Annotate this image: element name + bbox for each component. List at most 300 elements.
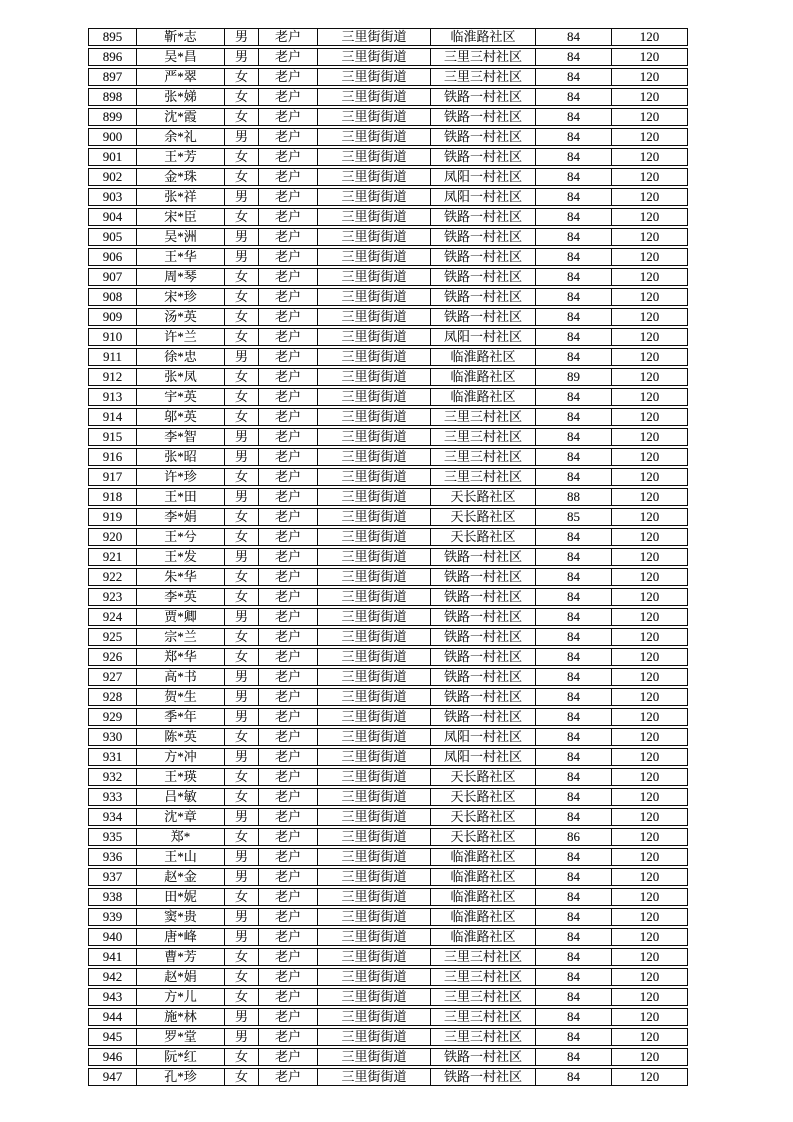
cell-serial-number: 918 [88,488,136,506]
cell-community: 铁路一村社区 [430,88,535,106]
cell-value-b: 120 [611,228,688,246]
cell-name: 张*娣 [136,88,224,106]
cell-household-type: 老户 [258,68,317,86]
table-row [88,768,688,786]
cell-value-a: 89 [535,368,611,386]
cell-gender: 男 [224,28,258,46]
cell-value-a: 84 [535,108,611,126]
cell-value-a: 84 [535,688,611,706]
cell-household-type: 老户 [258,468,317,486]
cell-serial-number: 917 [88,468,136,486]
table-row [88,68,688,86]
cell-household-type: 老户 [258,588,317,606]
cell-value-b: 120 [611,748,688,766]
cell-gender: 女 [224,628,258,646]
cell-value-b: 120 [611,108,688,126]
cell-gender: 男 [224,908,258,926]
cell-value-b: 120 [611,688,688,706]
table-row [88,428,688,446]
cell-street: 三里街街道 [317,588,430,606]
cell-gender: 女 [224,408,258,426]
cell-value-a: 84 [535,128,611,146]
cell-name: 宋*臣 [136,208,224,226]
table-row [88,968,688,986]
cell-name: 贾*卿 [136,608,224,626]
table-row [88,1028,688,1046]
cell-gender: 女 [224,368,258,386]
cell-value-b: 120 [611,448,688,466]
cell-serial-number: 895 [88,28,136,46]
table-row [88,788,688,806]
cell-household-type: 老户 [258,728,317,746]
cell-household-type: 老户 [258,928,317,946]
cell-community: 临淮路社区 [430,348,535,366]
cell-gender: 男 [224,928,258,946]
cell-serial-number: 920 [88,528,136,546]
table-row [88,588,688,606]
cell-value-a: 84 [535,708,611,726]
cell-street: 三里街街道 [317,1048,430,1066]
cell-value-b: 120 [611,848,688,866]
cell-community: 铁路一村社区 [430,628,535,646]
cell-street: 三里街街道 [317,68,430,86]
cell-serial-number: 926 [88,648,136,666]
cell-gender: 女 [224,948,258,966]
table-row [88,728,688,746]
cell-value-b: 120 [611,468,688,486]
table-row [88,488,688,506]
cell-serial-number: 896 [88,48,136,66]
cell-value-b: 120 [611,348,688,366]
cell-community: 铁路一村社区 [430,668,535,686]
table-row [88,308,688,326]
cell-name: 张*祥 [136,188,224,206]
cell-street: 三里街街道 [317,88,430,106]
cell-serial-number: 916 [88,448,136,466]
table-row [88,708,688,726]
table-row [88,648,688,666]
cell-household-type: 老户 [258,1008,317,1026]
cell-household-type: 老户 [258,488,317,506]
table-row [88,668,688,686]
cell-street: 三里街街道 [317,408,430,426]
cell-value-b: 120 [611,288,688,306]
cell-name: 窦*贵 [136,908,224,926]
cell-community: 临淮路社区 [430,928,535,946]
table-row [88,948,688,966]
cell-street: 三里街街道 [317,288,430,306]
cell-serial-number: 902 [88,168,136,186]
cell-gender: 女 [224,828,258,846]
cell-household-type: 老户 [258,268,317,286]
table-row [88,408,688,426]
table-row [88,688,688,706]
cell-household-type: 老户 [258,348,317,366]
cell-name: 金*珠 [136,168,224,186]
cell-name: 严*翠 [136,68,224,86]
cell-household-type: 老户 [258,208,317,226]
cell-street: 三里街街道 [317,608,430,626]
table-row [88,268,688,286]
cell-gender: 男 [224,808,258,826]
cell-gender: 男 [224,748,258,766]
cell-name: 邬*英 [136,408,224,426]
cell-gender: 男 [224,1008,258,1026]
cell-name: 张*凤 [136,368,224,386]
cell-street: 三里街街道 [317,348,430,366]
cell-community: 临淮路社区 [430,848,535,866]
cell-gender: 男 [224,548,258,566]
cell-community: 铁路一村社区 [430,288,535,306]
cell-value-b: 120 [611,888,688,906]
cell-street: 三里街街道 [317,848,430,866]
cell-street: 三里街街道 [317,448,430,466]
cell-community: 铁路一村社区 [430,1068,535,1086]
cell-community: 三里三村社区 [430,948,535,966]
cell-value-a: 84 [535,148,611,166]
table-row [88,188,688,206]
cell-serial-number: 906 [88,248,136,266]
cell-gender: 女 [224,588,258,606]
cell-community: 临淮路社区 [430,868,535,886]
cell-name: 许*兰 [136,328,224,346]
cell-value-b: 120 [611,568,688,586]
cell-community: 凤阳一村社区 [430,168,535,186]
cell-serial-number: 910 [88,328,136,346]
cell-community: 临淮路社区 [430,368,535,386]
cell-household-type: 老户 [258,988,317,1006]
cell-name: 孔*珍 [136,1068,224,1086]
cell-street: 三里街街道 [317,1068,430,1086]
table-row [88,828,688,846]
cell-value-a: 84 [535,408,611,426]
table-row [88,988,688,1006]
cell-community: 三里三村社区 [430,968,535,986]
table-row [88,368,688,386]
cell-value-a: 84 [535,328,611,346]
cell-household-type: 老户 [258,508,317,526]
cell-value-b: 120 [611,788,688,806]
cell-name: 王*华 [136,248,224,266]
cell-street: 三里街街道 [317,508,430,526]
table-row [88,328,688,346]
cell-value-a: 84 [535,68,611,86]
cell-value-a: 84 [535,808,611,826]
cell-value-a: 84 [535,468,611,486]
cell-community: 三里三村社区 [430,428,535,446]
cell-value-b: 120 [611,608,688,626]
cell-community: 凤阳一村社区 [430,748,535,766]
table-row [88,1048,688,1066]
cell-name: 朱*华 [136,568,224,586]
cell-street: 三里街街道 [317,1008,430,1026]
cell-value-b: 120 [611,28,688,46]
cell-value-a: 84 [535,308,611,326]
cell-street: 三里街街道 [317,268,430,286]
table-row [88,448,688,466]
cell-gender: 女 [224,88,258,106]
cell-name: 吴*洲 [136,228,224,246]
cell-name: 汤*英 [136,308,224,326]
cell-household-type: 老户 [258,828,317,846]
cell-serial-number: 900 [88,128,136,146]
cell-gender: 女 [224,328,258,346]
cell-community: 天长路社区 [430,828,535,846]
cell-name: 周*琴 [136,268,224,286]
cell-gender: 女 [224,988,258,1006]
cell-street: 三里街街道 [317,868,430,886]
cell-community: 铁路一村社区 [430,688,535,706]
cell-community: 天长路社区 [430,808,535,826]
cell-name: 罗*堂 [136,1028,224,1046]
cell-name: 王*瑛 [136,768,224,786]
cell-value-b: 120 [611,208,688,226]
cell-value-b: 120 [611,388,688,406]
cell-value-b: 120 [611,508,688,526]
cell-street: 三里街街道 [317,828,430,846]
cell-street: 三里街街道 [317,808,430,826]
cell-community: 天长路社区 [430,508,535,526]
cell-serial-number: 943 [88,988,136,1006]
cell-household-type: 老户 [258,808,317,826]
cell-serial-number: 924 [88,608,136,626]
cell-community: 铁路一村社区 [430,148,535,166]
cell-name: 沈*章 [136,808,224,826]
cell-household-type: 老户 [258,1048,317,1066]
cell-street: 三里街街道 [317,568,430,586]
table-row [88,608,688,626]
cell-value-a: 84 [535,228,611,246]
cell-gender: 女 [224,388,258,406]
cell-name: 田*妮 [136,888,224,906]
cell-street: 三里街街道 [317,168,430,186]
cell-community: 铁路一村社区 [430,208,535,226]
table-row [88,548,688,566]
cell-community: 铁路一村社区 [430,1048,535,1066]
cell-community: 临淮路社区 [430,28,535,46]
cell-community: 天长路社区 [430,768,535,786]
cell-value-a: 84 [535,28,611,46]
cell-serial-number: 905 [88,228,136,246]
cell-value-a: 84 [535,768,611,786]
table-row [88,868,688,886]
cell-community: 铁路一村社区 [430,128,535,146]
cell-name: 许*珍 [136,468,224,486]
cell-value-b: 120 [611,648,688,666]
cell-name: 施*林 [136,1008,224,1026]
cell-gender: 男 [224,668,258,686]
cell-street: 三里街街道 [317,928,430,946]
cell-name: 高*书 [136,668,224,686]
cell-name: 王*芳 [136,148,224,166]
cell-value-b: 120 [611,968,688,986]
cell-serial-number: 901 [88,148,136,166]
cell-household-type: 老户 [258,528,317,546]
cell-community: 三里三村社区 [430,48,535,66]
cell-value-a: 84 [535,948,611,966]
cell-name: 贺*生 [136,688,224,706]
cell-household-type: 老户 [258,48,317,66]
table-row [88,208,688,226]
table-row [88,88,688,106]
cell-household-type: 老户 [258,328,317,346]
table-row [88,228,688,246]
cell-serial-number: 907 [88,268,136,286]
table-row [88,48,688,66]
cell-value-b: 120 [611,268,688,286]
cell-value-a: 84 [535,1028,611,1046]
cell-serial-number: 903 [88,188,136,206]
cell-serial-number: 944 [88,1008,136,1026]
table-row [88,388,688,406]
cell-household-type: 老户 [258,388,317,406]
cell-name: 李*智 [136,428,224,446]
cell-household-type: 老户 [258,368,317,386]
cell-value-a: 84 [535,188,611,206]
cell-value-b: 120 [611,368,688,386]
cell-street: 三里街街道 [317,688,430,706]
cell-serial-number: 904 [88,208,136,226]
cell-community: 铁路一村社区 [430,608,535,626]
cell-household-type: 老户 [258,408,317,426]
cell-name: 季*年 [136,708,224,726]
table-row [88,128,688,146]
cell-street: 三里街街道 [317,528,430,546]
cell-name: 郑*华 [136,648,224,666]
cell-community: 铁路一村社区 [430,708,535,726]
cell-value-a: 84 [535,748,611,766]
cell-value-a: 84 [535,848,611,866]
cell-gender: 女 [224,648,258,666]
cell-name: 唐*峰 [136,928,224,946]
cell-gender: 女 [224,1048,258,1066]
cell-value-a: 84 [535,628,611,646]
cell-value-b: 120 [611,668,688,686]
cell-gender: 男 [224,688,258,706]
cell-household-type: 老户 [258,88,317,106]
roster-body [88,28,688,1086]
cell-name: 徐*忠 [136,348,224,366]
cell-street: 三里街街道 [317,228,430,246]
cell-name: 宇*英 [136,388,224,406]
cell-household-type: 老户 [258,228,317,246]
cell-value-b: 120 [611,1008,688,1026]
cell-value-a: 86 [535,828,611,846]
cell-value-a: 84 [535,268,611,286]
cell-community: 铁路一村社区 [430,308,535,326]
cell-value-b: 120 [611,948,688,966]
cell-serial-number: 909 [88,308,136,326]
cell-serial-number: 934 [88,808,136,826]
cell-household-type: 老户 [258,448,317,466]
cell-street: 三里街街道 [317,248,430,266]
cell-gender: 女 [224,108,258,126]
cell-household-type: 老户 [258,788,317,806]
cell-street: 三里街街道 [317,628,430,646]
table-row [88,248,688,266]
cell-household-type: 老户 [258,288,317,306]
cell-serial-number: 947 [88,1068,136,1086]
table-row [88,148,688,166]
cell-gender: 男 [224,1028,258,1046]
cell-serial-number: 921 [88,548,136,566]
cell-street: 三里街街道 [317,128,430,146]
cell-serial-number: 915 [88,428,136,446]
cell-value-b: 120 [611,828,688,846]
cell-household-type: 老户 [258,708,317,726]
cell-value-a: 84 [535,588,611,606]
cell-value-a: 84 [535,448,611,466]
cell-value-b: 120 [611,908,688,926]
cell-value-a: 84 [535,788,611,806]
cell-gender: 女 [224,208,258,226]
cell-gender: 男 [224,708,258,726]
cell-value-a: 84 [535,168,611,186]
cell-value-b: 120 [611,248,688,266]
cell-serial-number: 922 [88,568,136,586]
cell-name: 王*山 [136,848,224,866]
cell-gender: 女 [224,148,258,166]
cell-community: 铁路一村社区 [430,648,535,666]
cell-value-a: 84 [535,428,611,446]
cell-value-a: 84 [535,208,611,226]
cell-serial-number: 935 [88,828,136,846]
cell-gender: 男 [224,428,258,446]
cell-gender: 女 [224,968,258,986]
cell-value-b: 120 [611,328,688,346]
cell-serial-number: 941 [88,948,136,966]
cell-value-b: 120 [611,868,688,886]
cell-street: 三里街街道 [317,488,430,506]
cell-community: 三里三村社区 [430,1008,535,1026]
cell-gender: 女 [224,468,258,486]
cell-household-type: 老户 [258,848,317,866]
cell-serial-number: 897 [88,68,136,86]
resident-roster-table [88,26,688,1088]
cell-community: 三里三村社区 [430,68,535,86]
cell-value-b: 120 [611,488,688,506]
cell-gender: 男 [224,248,258,266]
cell-serial-number: 914 [88,408,136,426]
cell-community: 三里三村社区 [430,1028,535,1046]
cell-name: 曹*芳 [136,948,224,966]
cell-name: 郑* [136,828,224,846]
cell-household-type: 老户 [258,748,317,766]
cell-name: 陈*英 [136,728,224,746]
cell-street: 三里街街道 [317,548,430,566]
cell-value-a: 84 [535,388,611,406]
cell-community: 三里三村社区 [430,468,535,486]
cell-name: 李*娟 [136,508,224,526]
cell-value-b: 120 [611,988,688,1006]
cell-name: 宗*兰 [136,628,224,646]
table-row [88,908,688,926]
cell-household-type: 老户 [258,948,317,966]
cell-street: 三里街街道 [317,648,430,666]
cell-gender: 女 [224,568,258,586]
cell-street: 三里街街道 [317,48,430,66]
cell-serial-number: 939 [88,908,136,926]
cell-serial-number: 946 [88,1048,136,1066]
table-row [88,468,688,486]
cell-name: 张*昭 [136,448,224,466]
cell-household-type: 老户 [258,28,317,46]
cell-name: 王*兮 [136,528,224,546]
table-row [88,1008,688,1026]
cell-name: 吴*昌 [136,48,224,66]
cell-community: 临淮路社区 [430,388,535,406]
cell-gender: 男 [224,488,258,506]
